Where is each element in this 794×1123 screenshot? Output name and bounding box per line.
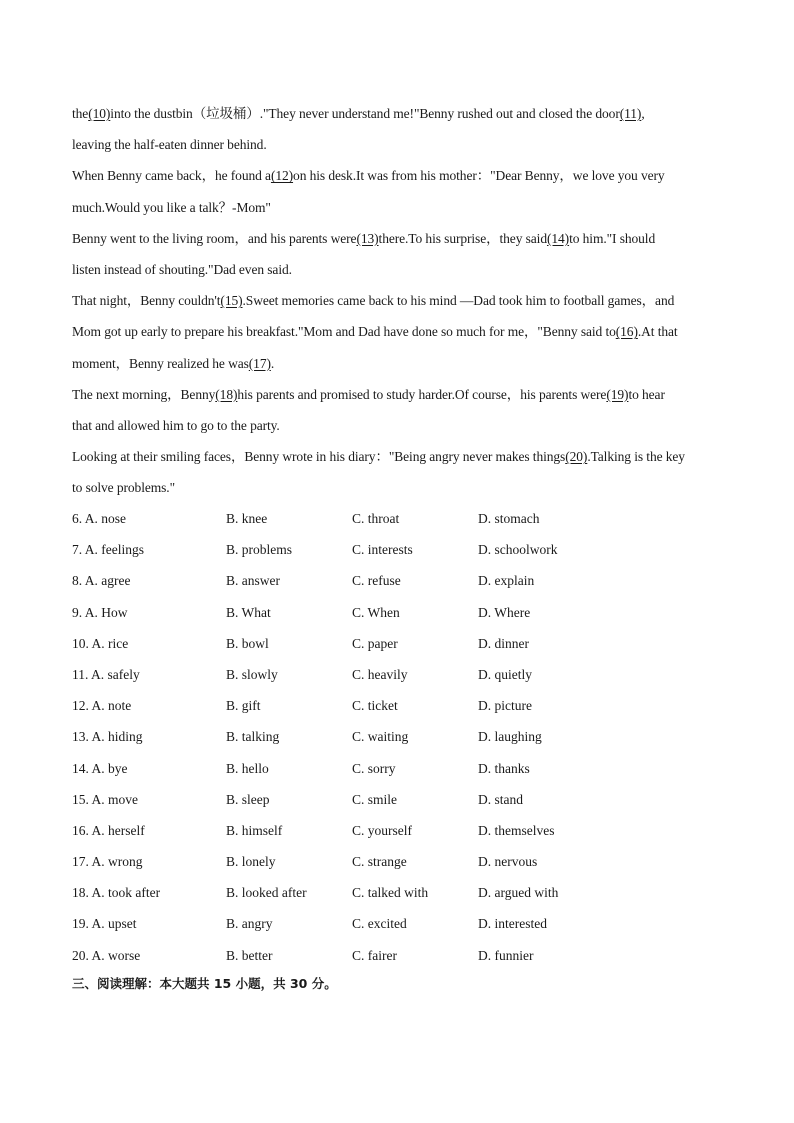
option-c: C. fairer — [352, 947, 397, 963]
option-a: 11. A. safely — [72, 666, 140, 682]
blank-16: (16) — [615, 324, 638, 340]
option-c: C. strange — [352, 854, 407, 870]
option-b: B. hello — [226, 760, 269, 776]
option-d: D. dinner — [478, 635, 529, 651]
option-d: D. stand — [478, 791, 523, 807]
passage-line — [72, 285, 724, 316]
option-a: 7. A. feelings — [72, 542, 144, 558]
option-c: C. sorry — [352, 760, 396, 776]
option-b: B. knee — [226, 511, 268, 526]
option-c: C. paper — [352, 635, 398, 651]
cloze-passage — [72, 98, 724, 503]
option-d: D. funnier — [478, 947, 534, 963]
option-b: B. answer — [226, 573, 280, 589]
option-d: D. interested — [478, 916, 547, 932]
option-a: 16. A. herself — [72, 822, 145, 838]
option-d: D. explain — [478, 573, 535, 589]
option-c: C. When — [352, 604, 400, 620]
passage-text: When Benny came back，he found a — [72, 168, 271, 184]
option-b: B. What — [226, 604, 271, 620]
option-b: B. problems — [226, 542, 292, 558]
passage-text: The next morning，Benny — [72, 386, 216, 402]
passage-line — [72, 254, 724, 285]
passage-text: much.Would you like a talk？-Mom" — [72, 199, 271, 215]
passage-line — [72, 472, 724, 503]
passage-text: his parents and promised to study harder.Of course，his parents were — [237, 386, 607, 402]
section-heading: 三、阅读理解：本大题共 15 小题，共 30 分。 — [72, 976, 337, 991]
option-d: D. nervous — [478, 854, 538, 870]
passage-text: Benny went to the living room，and his parents were — [72, 230, 357, 246]
passage-line — [72, 379, 724, 410]
passage-text: .Talking is the key — [587, 449, 685, 465]
blank-19: (19) — [606, 386, 629, 402]
option-c: C. heavily — [352, 666, 408, 682]
option-a: 8. A. agree — [72, 573, 131, 589]
option-b: B. slowly — [226, 666, 278, 682]
option-c: C. throat — [352, 511, 400, 526]
blank-10: (10) — [88, 106, 111, 121]
option-b: B. angry — [226, 916, 273, 932]
option-b: B. himself — [226, 822, 283, 838]
blank-20: (20) — [565, 449, 588, 465]
option-d: D. quietly — [478, 666, 532, 682]
option-a: 20. A. worse — [72, 947, 141, 963]
option-c: C. smile — [352, 791, 398, 807]
passage-text: the — [72, 106, 89, 121]
option-b: B. better — [226, 947, 273, 963]
option-a: 14. A. bye — [72, 760, 128, 776]
passage-text: there.To his surprise，they said — [378, 230, 547, 246]
passage-text: moment，Benny realized he was — [72, 355, 249, 371]
option-a: 6. A. nose — [72, 511, 126, 526]
option-d: D. themselves — [478, 822, 555, 838]
option-d: D. argued with — [478, 885, 559, 901]
option-c: C. yourself — [352, 822, 412, 838]
option-c: C. waiting — [352, 729, 409, 745]
option-a: 18. A. took after — [72, 885, 161, 901]
passage-line — [72, 348, 724, 379]
option-d: D. picture — [478, 698, 532, 714]
passage-line — [72, 192, 724, 223]
option-a: 15. A. move — [72, 791, 138, 807]
passage-text: leaving the half-eaten dinner behind. — [72, 137, 267, 153]
blank-18: (18) — [215, 386, 238, 402]
option-a: 9. A. How — [72, 604, 128, 620]
option-d: D. laughing — [478, 729, 542, 745]
passage-text: , — [641, 106, 645, 121]
passage-text: to hear — [628, 386, 665, 402]
passage-text: to solve problems." — [72, 480, 175, 496]
passage-text: .Sweet memories came back to his mind —Dad took him to football games，and — [242, 293, 675, 309]
blank-12: (12) — [270, 168, 294, 184]
option-d: D. Where — [478, 604, 531, 620]
passage-text: into the dustbin（垃圾桶）."They never understand me!"Benny rushed out and closed the door — [110, 106, 620, 121]
option-a: 10. A. rice — [72, 635, 129, 651]
option-b: B. gift — [226, 698, 261, 714]
option-d: D. schoolwork — [478, 542, 558, 558]
option-c: C. ticket — [352, 698, 398, 714]
option-a: 12. A. note — [72, 698, 132, 714]
blank-17: (17) — [248, 355, 271, 371]
passage-text: That night，Benny couldn't — [72, 293, 221, 309]
option-a: 13. A. hiding — [72, 729, 143, 745]
option-c: C. interests — [352, 542, 413, 558]
option-c: C. excited — [352, 916, 407, 932]
passage-line — [72, 410, 724, 441]
blank-14: (14) — [546, 230, 570, 246]
blank-15: (15) — [220, 293, 243, 309]
passage-text: to him."I should — [569, 230, 656, 246]
passage-line — [72, 160, 724, 191]
passage-text: .At that — [637, 324, 678, 340]
option-b: B. sleep — [226, 791, 270, 807]
option-c: C. talked with — [352, 885, 429, 901]
blank-11: (11) — [619, 106, 642, 121]
option-b: B. talking — [226, 729, 280, 745]
passage-line — [72, 441, 724, 472]
passage-text: on his desk.It was from his mother："Dear Benny，we love you very — [293, 168, 665, 184]
option-b: B. looked after — [226, 885, 307, 901]
option-a: 19. A. upset — [72, 916, 137, 932]
option-d: D. stomach — [478, 511, 540, 526]
option-a: 17. A. wrong — [72, 854, 143, 870]
passage-line — [72, 316, 724, 347]
passage-line — [72, 98, 724, 129]
passage-text: listen instead of shouting."Dad even said. — [72, 261, 292, 277]
option-d: D. thanks — [478, 760, 530, 776]
passage-line — [72, 129, 724, 160]
passage-text: Mom got up early to prepare his breakfast."Mom and Dad have done so much for me，"Benny said to — [72, 324, 616, 340]
option-c: C. refuse — [352, 573, 401, 589]
passage-line — [72, 223, 724, 254]
passage-text: that and allowed him to go to the party. — [72, 417, 280, 433]
blank-13: (13) — [356, 230, 379, 246]
option-b: B. lonely — [226, 854, 276, 870]
passage-text: . — [270, 355, 275, 371]
option-b: B. bowl — [226, 635, 269, 651]
passage-text: Looking at their smiling faces，Benny wrote in his diary："Being angry never makes things — [72, 449, 566, 465]
